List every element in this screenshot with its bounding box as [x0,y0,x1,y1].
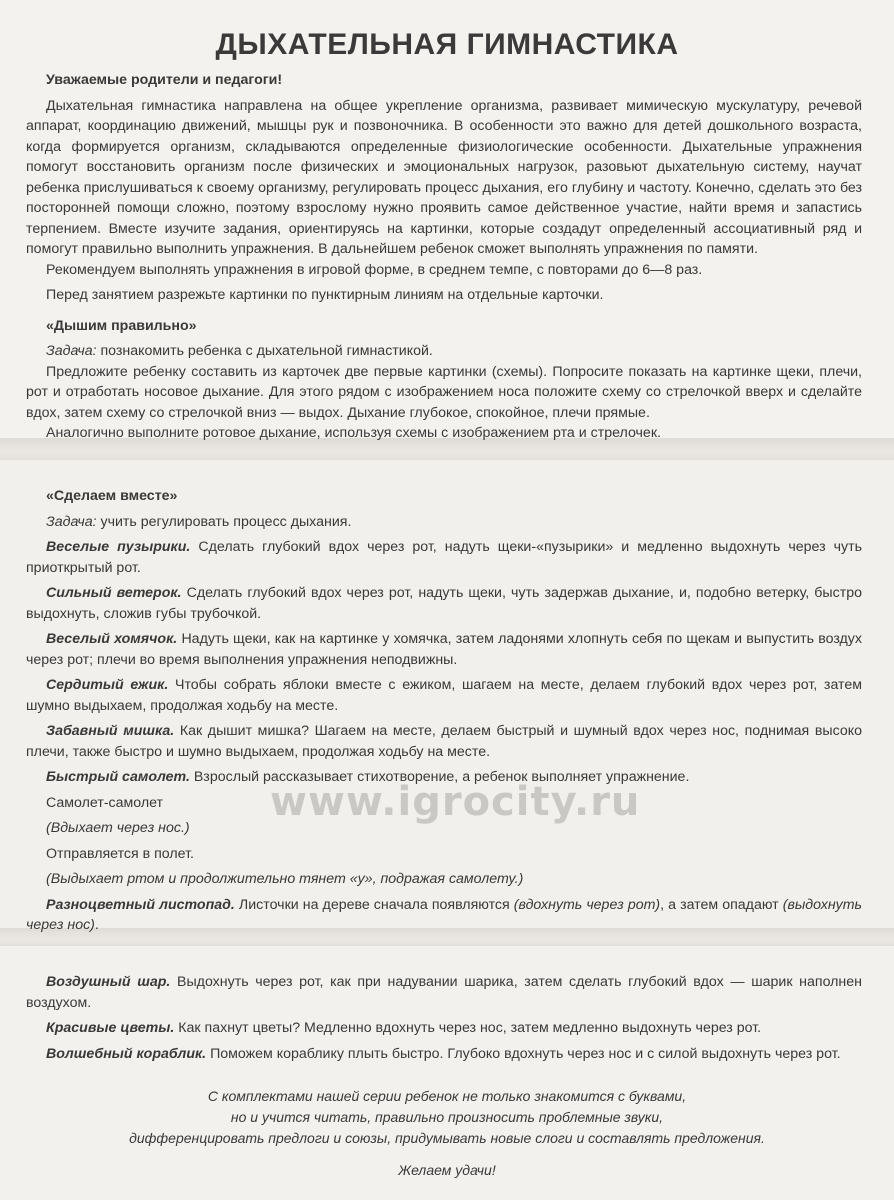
task-label: Задача: [46,513,97,530]
exercise-item [26,629,862,670]
exercise-text: . [94,917,99,933]
exercise-text: Выдохнуть через рот, как при надувании шарика, затем сделать глубокий вдох — шарик наполнен воздухом. [26,974,862,1011]
watermark-url: www.igrocity.ru [270,779,641,825]
task-text: учить регулировать процесс дыхания. [96,513,352,530]
poem-line: Отправляется в полет. [46,845,194,862]
exercise-note: (вдохнуть через рот) [513,896,661,913]
exercise-item [26,895,862,936]
greeting-heading: Уважаемые родители и педагоги! [46,72,283,88]
exercise-item [26,537,862,578]
exercise-text: Надуть щеки, как на картинке у хомячка, затем ладонями хлопнуть себя по щекам и выпустить воздух через рот; плечи во время выполнения упражнения неподвижны. [26,631,862,668]
exercise-text: Чтобы собрать яблоки вместе с ежиком, шагаем на месте, делаем глубокий вдох через рот, затем шумно выдыхаем, продолжая ходьбу на месте. [26,677,862,714]
exercise-name: Веселые пузырики. [46,539,191,555]
exercise-note: (выдохнуть через нос) [26,896,862,933]
intro-paragraph: Перед занятием разрежьте картинки по пунктирным линиям на отдельные карточки. [46,287,604,303]
intro-paragraph: Дыхательная гимнастика направлена на общее укрепление организма, развивает мимическую мускулатуру, речевой аппарат, координацию движений, мышцы рук и позвоночника. В особенности это важно для детей дошкольного возраста, когда формируется организм, складываются определенные физиологические особенности. Дыхательные упражнения помогут восстановить организм после физических и эмоциональных нагрузок, разовьют дыхательную систему, научат ребенка прислушиваться к своему организму, регулировать процесс дыхания, его глубину и частоту. Конечно, сделать это без посторонней помощи сложно, поэтому взрослому нужно проявить самое действенное участие, найти время и запастись терпением. Вместе изучите задания, ориентируясь на картинки, которые создадут определенный ассоциативный ряд и помогут правильно выполнить упражнения. В дальнейшем ребенок сможет выполнять упражнения по памяти. [26,97,862,257]
closing-wish: Желаем удачи! [398,1162,496,1178]
page-title: ДЫХАТЕЛЬНАЯ ГИМНАСТИКА [215,28,679,61]
exercise-name: Забавный мишка. [46,723,175,739]
exercise-text: Листочки на дереве сначала появляются [234,896,514,913]
exercise-item [26,1044,862,1065]
exercise-text: Как пахнут цветы? Медленно вдохнуть через нос, затем медленно выдохнуть через рот. [174,1020,762,1036]
exercise-name: Сердитый ежик. [46,677,169,693]
poem-note: (Вдыхает через нос.) [46,820,190,836]
intro-section [26,70,862,444]
exercise-name: Разноцветный листопад. [46,896,235,913]
section-paragraph: Предложите ребенку составить из карточек две первые картинки (схемы). Попросите показать на картинке щеки, плечи, рот и отработать носовое дыхание. Для этого рядом с изображением носа положите схему со стрелочкой вверх и сделайте вдох, затем схему со стрелочкой вниз — выдох. Дыхание глубокое, спокойное, плечи прямые. [26,363,862,421]
final-exercises-section [26,967,862,1064]
section-heading-breathe-right: «Дышим правильно» [46,317,197,334]
exercise-text: Поможем кораблику плыть быстро. Глубоко вдохнуть через нос и с силой выдохнуть через рот. [206,1045,841,1062]
exercise-text: Взрослый рассказывает стихотворение, а ребенок выполняет упражнение. [189,769,690,785]
intro-paragraph: Рекомендуем выполнять упражнения в игровой форме, в среднем темпе, с повторами до 6—8 раз. [46,261,703,278]
closing-line: С комплектами нашей серии ребенок не только знакомится с буквами, [207,1088,687,1104]
exercise-text: Сделать глубокий вдох через рот, надуть щеки-«пузырики» и медленно выдохнуть через чуть приоткрытый рот. [26,539,862,576]
task-label: Задача: [46,343,97,359]
exercise-name: Воздушный шар. [46,974,171,990]
exercise-name: Веселый хомячок. [46,631,178,647]
exercise-name: Быстрый самолет. [46,769,190,785]
exercise-item [26,583,862,624]
task-line [26,341,862,362]
exercise-item [26,721,862,762]
exercise-name: Красивые цветы. [46,1020,175,1036]
together-section [26,486,862,936]
exercise-name: Волшебный кораблик. [46,1045,207,1062]
exercise-item [26,675,862,716]
task-line [26,512,862,533]
closing-message [0,1086,894,1181]
exercise-item [26,1018,862,1039]
exercise-text: , а затем опадают [660,896,783,913]
exercise-name: Сильный ветерок. [46,585,182,601]
exercise-text: Сделать глубокий вдох через рот, надуть щеки, чуть задержав дыхание, и, подобно ветерку, быстро выдохнуть, сложив губы трубочкой. [26,585,862,622]
closing-line: но и учится читать, правильно произносить проблемные звуки, [230,1109,664,1125]
poem-note: (Выдыхает ртом и продолжительно тянет «у», подражая самолету.) [46,871,524,887]
section-paragraph: Аналогично выполните ротовое дыхание, используя схемы с изображением рта и стрелочек. [46,425,661,441]
exercise-text: Как дышит мишка? Шагаем на месте, делаем быстрый и шумный вдох через нос, поднимая высоко плечи, также быстро и шумно выдыхаем, продолжая ходьбу на месте. [26,723,862,760]
exercise-item [26,972,862,1013]
task-text: познакомить ребенка с дыхательной гимнастикой. [96,343,433,359]
section-heading-do-together: «Сделаем вместе» [46,488,178,504]
poem-line: Самолет-самолет [46,794,164,811]
closing-line: дифференцировать предлоги и союзы, придумывать новые слоги и составлять предложения. [129,1130,765,1146]
